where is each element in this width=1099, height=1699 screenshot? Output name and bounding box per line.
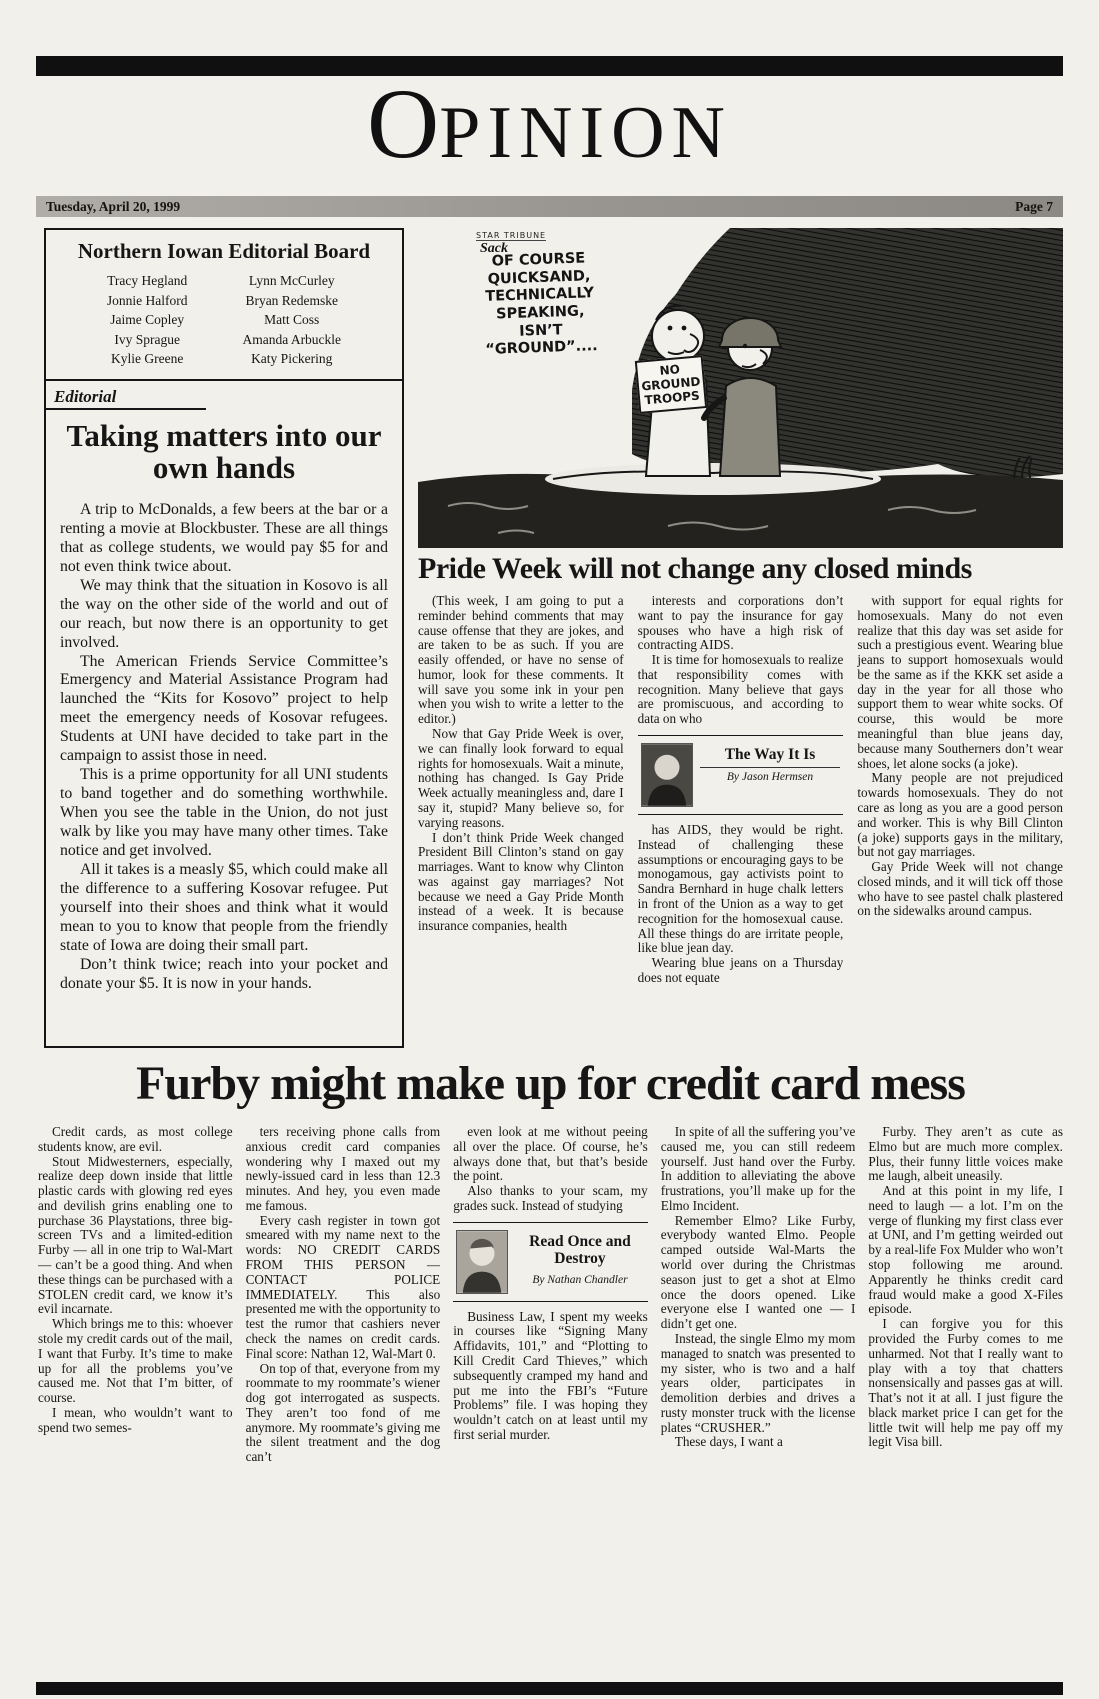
sign-line: TROOPS bbox=[643, 388, 701, 407]
cartoon-protest-sign bbox=[635, 355, 707, 414]
furby-col-3 bbox=[453, 1125, 648, 1670]
speech-line: OF COURSE bbox=[491, 250, 586, 270]
article-paragraph: And at this point in my life, I need to laugh — a lot. I’m on the verge of flunking my first class ever at UNI, and I’m getting weirded out by a real-life Fox Mulder who won’t stop following me around. Apparently he thinks credit card fraud would make a good X-Files episode. bbox=[868, 1183, 1063, 1317]
byline-box-text bbox=[515, 1230, 645, 1288]
editorial-column bbox=[44, 228, 404, 1048]
editorial-paragraph: We may think that the situation in Kosovo is all the way on the other side of the world and out of our reach, but now there is an opportunity to get involved. bbox=[60, 576, 388, 651]
sign-line: GROUND bbox=[640, 374, 701, 394]
page-number: Page 7 bbox=[1015, 198, 1053, 214]
article-paragraph: I can forgive you for this provided the Furby comes to me unharmed. Not that I really want to play with a toy that chatters nonsensically and passes gas at will. That’s not it at all. I just figure the black market price I can get for the little twit will help me pay off my legit Visa bill. bbox=[868, 1316, 1063, 1450]
editorial-paragraph: A trip to McDonalds, a few beers at the bar or a renting a movie at Blockbuster. These are all things that as college students, we would pay $5 for and not even think twice about. bbox=[60, 500, 388, 575]
speech-line: QUICKSAND, bbox=[487, 267, 591, 288]
article-paragraph: Which brings me to this: whoever stole my credit cards out of the mail, I want that Furby. It’s time to make up for all the problems you’ve caused me. Not that I’m bitter, of course. bbox=[38, 1316, 233, 1406]
article-paragraph: It is time for homosexuals to realize that responsibility comes with recognition. Many believe that gays are promiscuous, and according to data on who bbox=[637, 652, 844, 727]
board-member: Tracy Hegland bbox=[107, 273, 188, 288]
article-paragraph: I mean, who wouldn’t want to spend two semes- bbox=[38, 1404, 233, 1435]
speech-line: SPEAKING, bbox=[495, 303, 585, 323]
pride-columns bbox=[418, 594, 1063, 1052]
editorial-body bbox=[46, 501, 402, 994]
furby-headline: Furby might make up for credit card mess bbox=[136, 1057, 965, 1110]
column-byline: By Nathan Chandler bbox=[532, 1274, 628, 1287]
column-title: The Way It Is bbox=[724, 746, 816, 764]
article-paragraph: Wearing blue jeans on a Thursday does not equate bbox=[637, 955, 844, 985]
article-paragraph: Stout Midwesterners, especially, realize deep down inside that little plastic cards with glowing red eyes and devilish grins enabling one to purchase 36 Playstations, three big-screen TVs and a limited-edition Furby — all in one trip to Wal-Mart — can’t be a good thing. And when these things can be purchased with a STOLEN credit card, we know it’s evil incarnate. bbox=[38, 1153, 233, 1317]
column-byline: By Jason Hermsen bbox=[700, 767, 841, 784]
section-masthead bbox=[0, 68, 1099, 179]
furby-columns bbox=[38, 1125, 1063, 1670]
article-paragraph: even look at me without peeing all over the place. Of course, he’s always done that, but that’s beside the point. bbox=[453, 1125, 648, 1184]
furby-col-5 bbox=[868, 1125, 1063, 1670]
cartoon-speech bbox=[452, 249, 628, 361]
cartoon-credit: STAR TRIBUNE bbox=[476, 231, 547, 240]
jason-hermsen-photo bbox=[641, 743, 693, 807]
board-names-left bbox=[107, 271, 188, 369]
byline-box-text bbox=[700, 743, 841, 784]
editorial-headline: Taking matters into our own hands bbox=[66, 417, 382, 486]
hermsen-byline-box bbox=[638, 735, 844, 815]
editorial-board-box bbox=[46, 230, 402, 381]
article-paragraph: (This week, I am going to put a reminder behind comments that may cause offense that they are jokes, and are taken to be as such. If you are easily offended, or have no sense of humor, look for these comments. It will save you some ink in your pen when you wish to write a letter to the editor.) bbox=[418, 594, 624, 727]
article-paragraph: On top of that, everyone from my roommate to my roommate’s wiener dog got interrogated as suspects. They aren’t too fond of me anymore. My roommate’s giving me the silent treatment and the dog can’t bbox=[245, 1360, 441, 1465]
column-title: Read Once and Destroy bbox=[529, 1232, 631, 1268]
pride-col-3 bbox=[857, 594, 1063, 1052]
furby-article bbox=[38, 1056, 1063, 1670]
article-paragraph: Every cash register in town got smeared with my name next to the words: NO CREDIT CARDS FROM THIS PERSON — CONTACT POLICE IMMEDIATELY. This also presented me with the opportunity to test the rumor that cashiers never check the names on credit cards. Final score: Nathan 12, Wal-Mart 0. bbox=[245, 1212, 441, 1361]
article-paragraph: ters receiving phone calls from anxious credit card companies wondering why I maxed out my newly-issued card in less than 12.3 minutes. And hey, you even made me famous. bbox=[245, 1125, 441, 1213]
article-paragraph: with support for equal rights for homosexuals. Many do not even realize that this day was set aside for such a prestigious event. Wearing blue jeans to support homosexuals would be the same as if the KKK set aside a day in the year for all those who support them to wear white socks. Of course, this would be more meaningful than blue jeans day, because many Southerners don’t wear shoes, let alone socks (a joke). bbox=[857, 594, 1063, 771]
pride-article bbox=[418, 552, 1063, 1052]
article-paragraph: has AIDS, they would be right. Instead of challenging these assumptions or encouraging gays to be monogamous, gay activists point to Sandra Bernhard in huge chalk letters in front of the Union as a way to get recognition for the homosexual cause. All these things do are irritate people, like blue jean day. bbox=[637, 822, 844, 956]
board-member: Jaime Copley bbox=[110, 312, 185, 328]
board-member: Ivy Sprague bbox=[114, 331, 181, 347]
article-paragraph: In spite of all the suffering you’ve caused me, you can still redeem yourself. Just hand over the Furby. In addition to alleviating the above frustrations, you’ll make up for the Elmo Incident. bbox=[660, 1125, 856, 1213]
pride-col-2 bbox=[638, 594, 844, 1052]
pride-col-1 bbox=[418, 594, 624, 1052]
article-paragraph: I don’t think Pride Week changed President Bill Clinton’s stand on gay marriages. Want to know why Clinton was against gay marriages? Not because we need a Gay Pride Month instead of a week. It is because insurance companies, health bbox=[418, 829, 624, 934]
board-member: Lynn McCurley bbox=[248, 273, 335, 288]
furby-col-4 bbox=[661, 1125, 856, 1670]
editorial-kicker: Editorial bbox=[46, 381, 206, 410]
editorial-paragraph: All it takes is a measly $5, which could make all the difference to a suffering Kosovar refugee. Put yourself into their shoes and think what it would mean to you to know that people from the friendly state of Iowa are doing their small part. bbox=[60, 861, 388, 954]
date-bar bbox=[36, 196, 1063, 217]
editorial-paragraph: This is a prime opportunity for all UNI students to band together and do something worthwhile. When you see the table in the Union, do not just walk by like you may have many other times. Take notice and get involved. bbox=[60, 766, 388, 860]
speech-line: “GROUND”.... bbox=[485, 338, 598, 359]
article-paragraph: Gay Pride Week will not change closed minds, and it will tick off those who have to see pastel chalk plastered on the sidewalks around campus. bbox=[857, 859, 1063, 919]
cartoon-signature: Sack bbox=[480, 241, 508, 256]
board-member: Katy Pickering bbox=[251, 351, 333, 367]
pride-headline: Pride Week will not change any closed minds bbox=[418, 552, 972, 585]
furby-col-2 bbox=[246, 1125, 441, 1670]
editorial-paragraph: The American Friends Service Committee’s Emergency and Material Assistance Program had launched the “Kits for Kosovo” project to help meet the emergency needs of Kosovar refugees. Students at UNI have decided to take part in the campaign to assist those in need. bbox=[60, 652, 388, 765]
editorial-board-names bbox=[52, 271, 396, 369]
speech-line: ISN’T bbox=[518, 321, 563, 340]
bottom-rule bbox=[36, 1682, 1063, 1695]
masthead-initial: O bbox=[367, 68, 440, 179]
chandler-byline-box bbox=[453, 1222, 648, 1302]
article-paragraph: Instead, the single Elmo my mom managed to snatch was presented to my sister, who is two and a half years older, participates in demolition derbies and drives a rusty monster truck with the license plates “CRUSHER.” bbox=[660, 1330, 856, 1435]
article-paragraph: interests and corporations don’t want to pay the insurance for gay spouses who have a high risk of contracting AIDS. bbox=[637, 594, 844, 653]
article-paragraph: Now that Gay Pride Week is over, we can finally look forward to equal rights for homosexuals. Wait a minute, nothing has changed. Is Gay Pride Week actually meaningless and, dare I say it, stupid? Many believe so, for varying reasons. bbox=[418, 726, 624, 830]
editorial-paragraph: Don’t think twice; reach into your pocket and donate your $5. It is now in your hands. bbox=[60, 955, 388, 992]
top-rule bbox=[36, 56, 1063, 76]
board-member: Jonnie Halford bbox=[106, 292, 188, 308]
article-paragraph: Credit cards, as most college students know, are evil. bbox=[38, 1125, 233, 1154]
masthead-rest: PINION bbox=[439, 92, 732, 174]
board-member: Bryan Redemske bbox=[245, 292, 339, 308]
speech-line: TECHNICALLY bbox=[485, 285, 595, 306]
article-paragraph: Business Law, I spent my weeks in courses like “Signing Many Affidavits, 101,” and “Plotting to Kill Credit Card Thieves,” which subsequently cramped my hand and put me into the FBI’s “Future Problems” file. I was hoping they wouldn’t catch on at least until my first serial murder. bbox=[453, 1308, 648, 1442]
article-paragraph: Remember Elmo? Like Furby, everybody wanted Elmo. People camped outside Wal-Marts the world over during the Christmas season just to get a shot at Elmo once the doors opened. Like everyone else I wanted one — I didn’t get one. bbox=[660, 1212, 856, 1332]
furby-col-1 bbox=[38, 1125, 233, 1670]
article-paragraph: Furby. They aren’t as cute as Elmo but are much more complex. Plus, their funny little voices make me laugh, albeit uneasily. bbox=[868, 1125, 1063, 1184]
board-names-right bbox=[242, 271, 341, 369]
board-member: Kylie Greene bbox=[111, 351, 184, 367]
board-member: Amanda Arbuckle bbox=[242, 331, 342, 347]
article-paragraph: Also thanks to your scam, my grades suck. Instead of studying bbox=[453, 1183, 648, 1213]
board-member: Matt Coss bbox=[264, 312, 320, 328]
nathan-chandler-photo bbox=[456, 1230, 508, 1294]
editorial-board-title: Northern Iowan Editorial Board bbox=[77, 239, 371, 263]
sign-line: NO bbox=[659, 362, 681, 378]
article-paragraph: These days, I want a bbox=[674, 1434, 783, 1450]
article-paragraph: Many people are not prejudiced towards homosexuals. They do not care as long as you are a good person and worker. This is why Bill Clinton (a joke) supports gays in the military, but not gay marriages. bbox=[857, 770, 1063, 860]
issue-date: Tuesday, April 20, 1999 bbox=[46, 198, 181, 214]
editorial-cartoon bbox=[418, 228, 1063, 548]
